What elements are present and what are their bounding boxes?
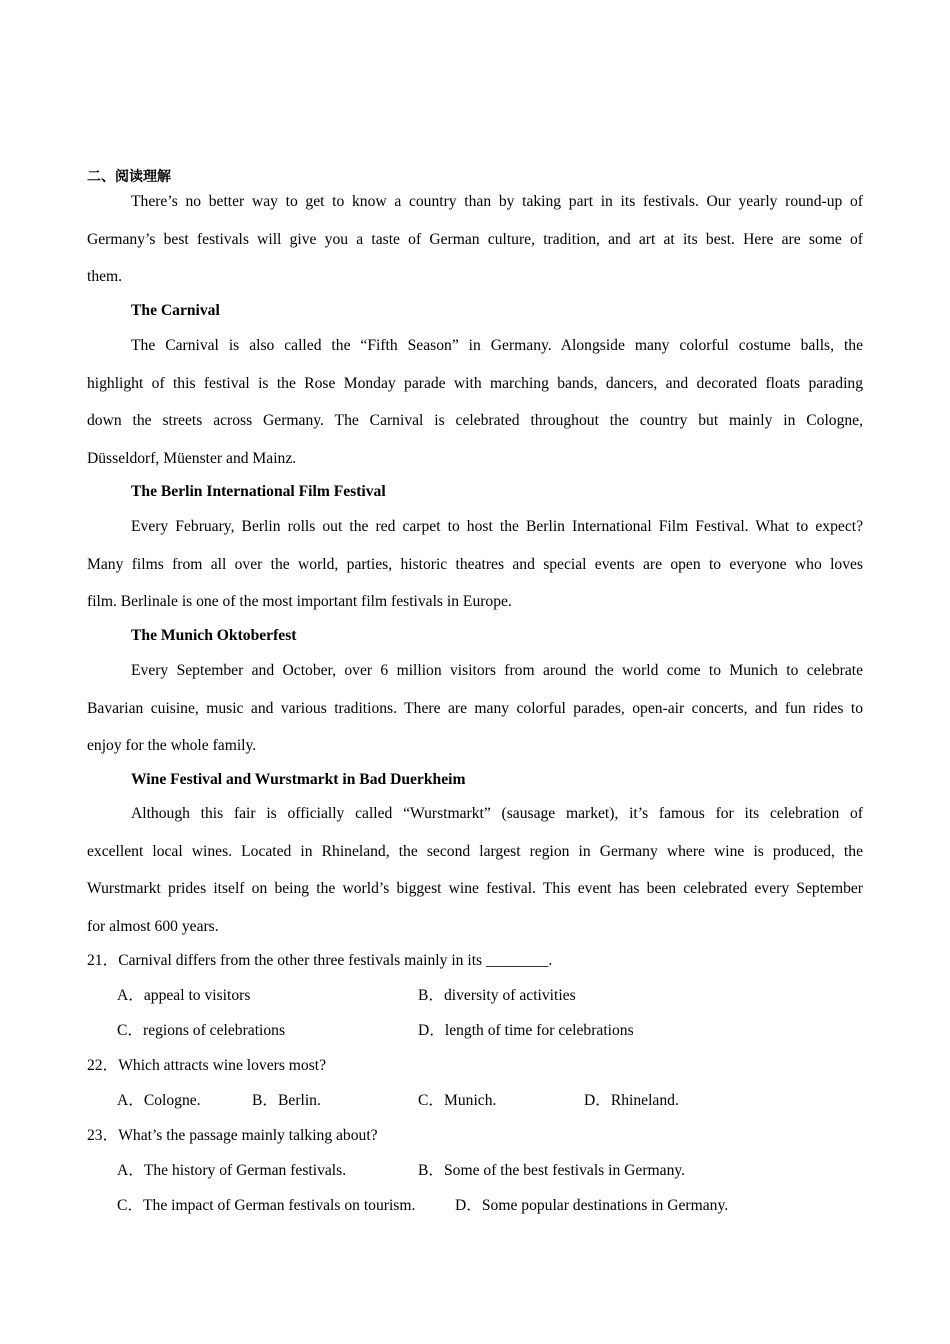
carnival-section (87, 292, 863, 330)
question-23 (87, 1118, 863, 1153)
text-line: Wurstmarkt prides itself on being the world’s biggest wine festival. This event has been celebrated every September (87, 880, 863, 897)
question-22 (87, 1048, 863, 1083)
text-line: Bavarian cuisine, music and various traditions. There are many colorful parades, open-air concerts, and fun rides to (87, 699, 863, 717)
text-line: Germany’s best festivals will give you a taste of German culture, tradition, and art at its best. Here are some of (87, 230, 863, 248)
festival-title: The Carnival (131, 302, 220, 319)
question-21 (87, 943, 863, 978)
options-row (87, 1153, 863, 1188)
intro-paragraph (87, 183, 863, 296)
text-line: Every September and October, over 6 million visitors from around the world come to Munich to celebrate (131, 662, 863, 679)
text-line: enjoy for the whole family. (87, 737, 257, 754)
festival-title: The Berlin International Film Festival (131, 483, 386, 500)
option-a[interactable]: A．The history of German festivals. (117, 1162, 347, 1179)
option-c[interactable]: C．Munich. (418, 1092, 497, 1109)
section-title: 二、阅读理解 (87, 169, 171, 185)
option-b[interactable]: B．Some of the best festivals in Germany. (418, 1162, 686, 1179)
text-line: them. (87, 268, 123, 285)
option-a[interactable]: A．Cologne. (117, 1092, 201, 1109)
option-b[interactable]: B．Berlin. (252, 1092, 321, 1109)
text-line: The Carnival is also called the “Fifth Season” in Germany. Alongside many colorful costume balls, the (131, 337, 863, 354)
options-row (87, 1188, 863, 1223)
carnival-paragraph (87, 327, 863, 477)
text-line: Many films from all over the world, parties, historic theatres and special events are open to everyone who loves (87, 555, 863, 573)
options-row (87, 1013, 863, 1048)
text-line: for almost 600 years. (87, 917, 219, 935)
option-c[interactable]: C．regions of celebrations (117, 1022, 286, 1039)
options-row (87, 1083, 863, 1118)
text-line: highlight of this festival is the Rose Monday parade with marching bands, dancers, and decorated floats parading (87, 374, 863, 392)
question-stem: 23．What’s the passage mainly talking about? (87, 1127, 378, 1144)
festival-title: Wine Festival and Wurstmarkt in Bad Duerkheim (131, 771, 466, 788)
berlin-paragraph (87, 508, 863, 621)
text-line: Düsseldorf, Müenster and Mainz. (87, 449, 297, 467)
munich-section (87, 617, 863, 655)
berlin-section (87, 473, 863, 511)
option-d[interactable]: D．Some popular destinations in Germany. (455, 1197, 729, 1214)
question-stem: 22．Which attracts wine lovers most? (87, 1057, 327, 1074)
text-line: down the streets across Germany. The Carnival is celebrated throughout the country but mainly in Cologne, (87, 412, 863, 429)
text-line: There’s no better way to get to know a country than by taking part in its festivals. Our yearly round-up of (131, 193, 863, 210)
option-b[interactable]: B．diversity of activities (418, 987, 576, 1004)
wine-section (87, 761, 863, 799)
text-line: film. Berlinale is one of the most important film festivals in Europe. (87, 593, 512, 610)
munich-paragraph (87, 652, 863, 765)
question-stem: 21．Carnival differs from the other three festivals mainly in its ________. (87, 952, 553, 969)
festival-title: The Munich Oktoberfest (131, 627, 297, 644)
text-line: Although this fair is officially called “Wurstmarkt” (sausage market), it’s famous for its celebration of (131, 805, 863, 822)
text-line: Every February, Berlin rolls out the red carpet to host the Berlin International Film Festival. What to expect? (131, 518, 863, 535)
wine-paragraph (87, 795, 863, 945)
option-d[interactable]: D．length of time for celebrations (418, 1022, 634, 1039)
option-d[interactable]: D．Rhineland. (584, 1092, 679, 1109)
options-row (87, 978, 863, 1013)
text-line: excellent local wines. Located in Rhineland, the second largest region in Germany where wine is produced, the (87, 842, 863, 860)
questions (87, 943, 863, 1223)
option-a[interactable]: A．appeal to visitors (117, 987, 251, 1004)
option-c[interactable]: C．The impact of German festivals on tourism. (117, 1197, 416, 1214)
